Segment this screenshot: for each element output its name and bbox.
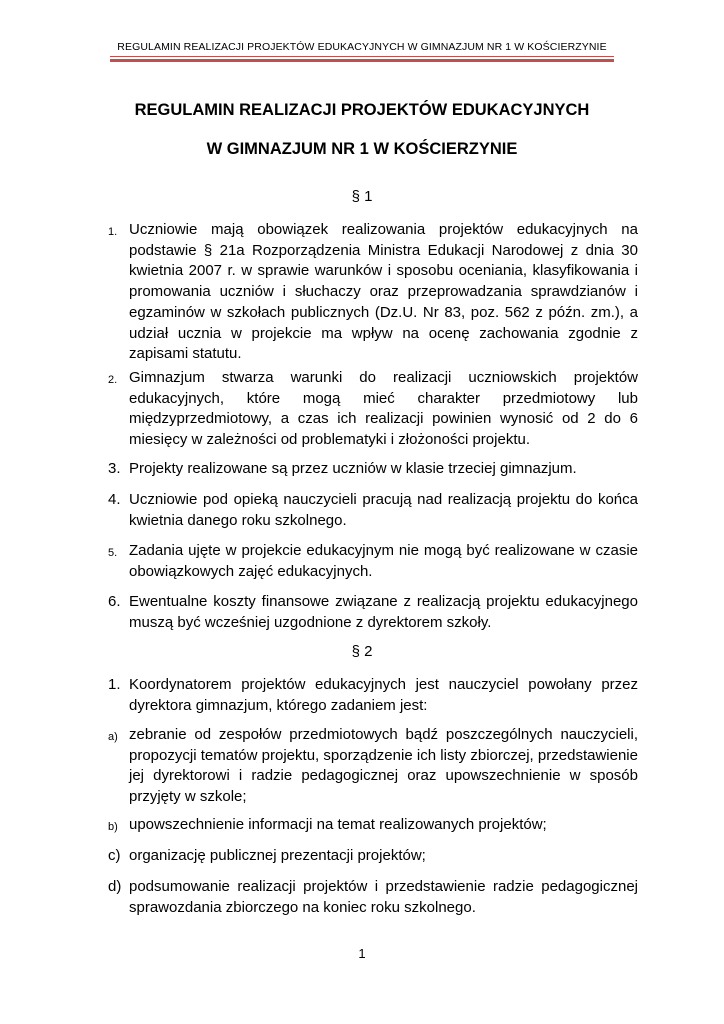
item-number: 6.: [108, 593, 121, 610]
section-1-item-6: [108, 592, 638, 633]
item-text: Ewentualne koszty finansowe związane z realizacją projektu edukacyjnego muszą być wcześniej uzgodnione z dyrektorem szkoły.: [129, 593, 638, 631]
item-text: Gimnazjum stwarza warunki do realizacji uczniowskich projektów edukacyjnych, które mogą mieć charakter przedmiotowy lub międzyprzedmiotowy, a czas ich realizacji powinien wynosić od 2 do 6 miesięcy w zależności od problematyki i złożoności projektu.: [129, 369, 638, 449]
item-letter: d): [108, 878, 122, 895]
running-header: REGULAMIN REALIZACJI PROJEKTÓW EDUKACYJNYCH W GIMNAZJUM NR 1 W KOŚCIERZYNIE: [117, 41, 607, 53]
section-2-heading: § 2: [351, 643, 373, 660]
section-2-item-a: [108, 725, 638, 808]
item-text: podsumowanie realizacji projektów i przedstawienie radzie pedagogicznej sprawozdania zbiorczego na koniec roku szkolnego.: [129, 878, 638, 916]
item-number: 2.: [108, 374, 118, 386]
section-1-item-4: [108, 490, 638, 531]
section-2-item-1: [108, 675, 638, 716]
section-1-item-3: [108, 459, 638, 480]
item-number: 1.: [108, 676, 121, 693]
section-1-item-1: [108, 220, 638, 365]
item-number: 5.: [108, 547, 118, 559]
item-letter: a): [108, 731, 118, 743]
header-rule-thin: [110, 56, 614, 57]
item-letter: c): [108, 847, 121, 864]
item-text: upowszechnienie informacji na temat realizowanych projektów;: [129, 816, 547, 833]
item-text: organizację publicznej prezentacji projektów;: [129, 847, 426, 864]
section-2-item-b: [108, 815, 638, 836]
header-rule-thick: [110, 59, 614, 62]
item-number: 1.: [108, 226, 118, 238]
item-text: Uczniowie mają obowiązek realizowania projektów edukacyjnych na podstawie § 21a Rozporządzenia Ministra Edukacji Narodowej z dnia 30 kwietnia 2007 r. w sprawie warunków i sposobu oceniania, klasyfikowania i promowania uczniów i słuchaczy oraz przeprowadzania sprawdzianów i egzaminów w szkołach publicznych (Dz.U. Nr 83, poz. 562 z późn. zm.), a udział ucznia w projekcie ma wpływ na ocenę zachowania zgodnie z zapisami statutu.: [129, 221, 638, 363]
item-text: Koordynatorem projektów edukacyjnych jest nauczyciel powołany przez dyrektora gimnazjum, którego zadaniem jest:: [129, 676, 638, 714]
section-1-heading: § 1: [351, 188, 373, 205]
item-text: zebranie od zespołów przedmiotowych bądź poszczególnych nauczycieli, propozycji tematów projektu, sporządzenie ich listy zbiorczej, przedstawienie jej dyrektorowi i radzie pedagogicznej oraz upowszechnienie w sposób przyjęty w szkole;: [129, 726, 638, 806]
section-1-item-2: [108, 368, 638, 451]
item-text: Uczniowie pod opieką nauczycieli pracują nad realizacją projektu do końca kwietnia danego roku szkolnego.: [129, 491, 638, 529]
page-number: 1: [358, 946, 366, 961]
item-letter: b): [108, 821, 118, 833]
section-1-item-5: [108, 541, 638, 582]
item-number: 3.: [108, 460, 121, 477]
document-title-line1: REGULAMIN REALIZACJI PROJEKTÓW EDUKACYJNYCH: [134, 101, 590, 119]
item-text: Projekty realizowane są przez uczniów w klasie trzeciej gimnazjum.: [129, 460, 577, 477]
item-number: 4.: [108, 491, 121, 508]
section-2-item-d: [108, 877, 638, 918]
section-2-item-c: [108, 846, 638, 867]
item-text: Zadania ujęte w projekcie edukacyjnym nie mogą być realizowane w czasie obowiązkowych zajęć edukacyjnych.: [129, 542, 638, 580]
document-title-line2: W GIMNAZJUM NR 1 W KOŚCIERZYNIE: [206, 140, 518, 158]
